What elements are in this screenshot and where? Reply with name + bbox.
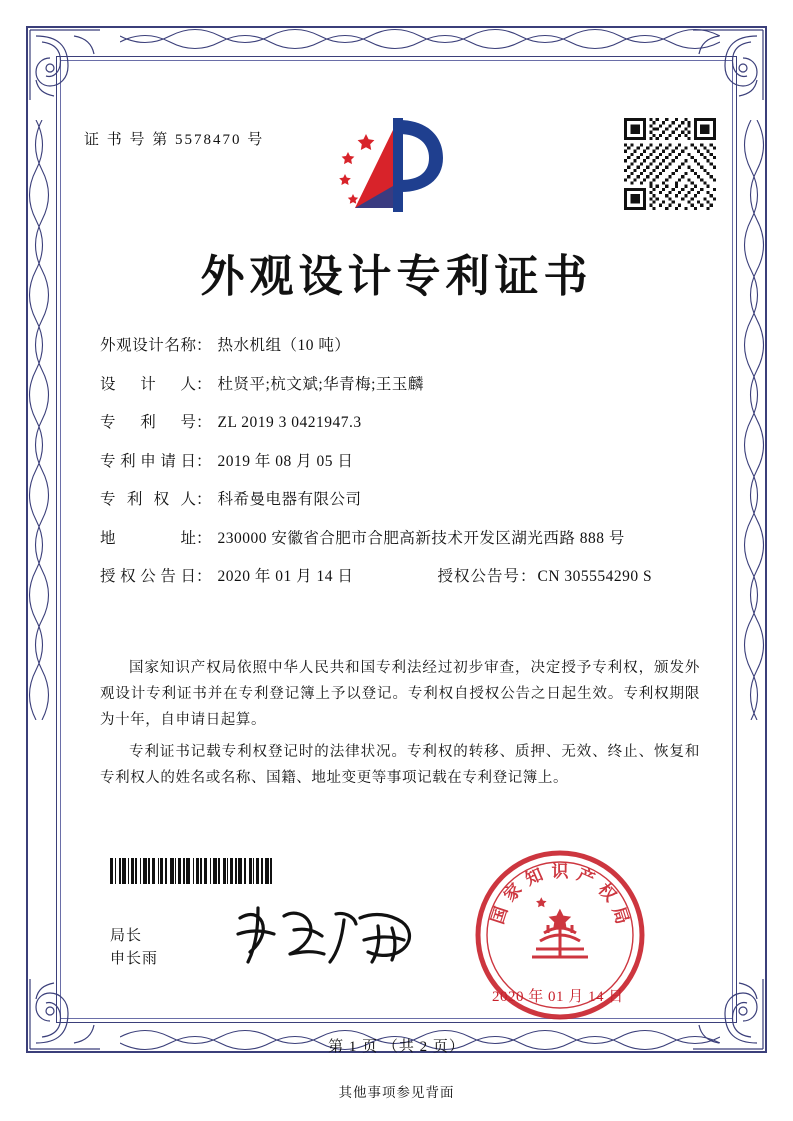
field-grant-date-value: 2020 年 01 月 14 日 [217,568,354,585]
svg-text:识: 识 [551,862,569,882]
signature-labels [110,925,158,971]
signature-name: 申长雨 [110,951,159,967]
field-patentee [100,492,703,508]
field-patentee-label: 专 利 权 人 [100,491,196,508]
field-address [100,531,703,547]
field-design-name-colon: ： [196,337,212,354]
field-list [100,338,703,608]
svg-text:局: 局 [607,904,633,927]
handwritten-signature [232,900,422,976]
cnipa-logo [331,112,461,224]
field-designers [100,377,703,393]
field-application-date-label: 专 利 申 请 日 [100,452,196,470]
field-grant-date-colon: ： [196,568,212,585]
certificate-number: 证 书 号 第 5578470 号 [84,132,265,148]
field-address-value: 230000 安徽省合肥市合肥高新技术开发区湖光西路 888 号 [217,529,625,547]
svg-text:国: 国 [487,904,513,927]
corner-ornament-top-left [28,28,102,102]
body-paragraph-2: 专利证书记载专利权登记时的法律状况。专利权的转移、质押、无效、终止、恢复和专利权人的姓名或名称、国籍、地址变更等事项记载在专利登记簿上。 [100,744,700,786]
field-patentee-colon: ： [196,491,212,508]
field-patent-number-value: ZL 2019 3 0421947.3 [217,414,362,431]
field-design-name-value: 热水机组（10 吨） [217,337,351,354]
field-application-date-value: 2019 年 08 月 05 日 [217,452,354,470]
field-patent-number-label: 专 利 号 [100,414,196,431]
svg-text:产: 产 [573,864,598,891]
field-application-date [100,454,703,470]
field-patentee-value: 科希曼电器有限公司 [217,491,362,508]
field-application-date-colon: ： [196,452,212,470]
svg-text:知: 知 [522,864,547,891]
field-address-colon: ： [196,529,212,547]
border-ornament-top [120,27,720,57]
field-designers-colon: ： [196,375,212,393]
svg-text:家: 家 [500,879,527,906]
barcode [110,858,300,884]
field-grant-date-label: 授 权 公 告 日 [100,568,196,585]
field-grant-number-label: 授权公告号： [437,568,537,585]
signature-role: 局长 [110,928,143,944]
seal-date: 2020 年 01 月 14 日 [492,989,624,1005]
body-paragraph-1: 国家知识产权局依照中华人民共和国专利法经过初步审查，决定授予专利权，颁发外观设计专利证书并在专利登记簿上予以登记。专利权自授权公告之日起生效。专利权期限为十年，自申请日起算。 [100,660,700,728]
field-patent-number-colon: ： [196,414,212,431]
field-design-name-label: 外 观 设 计 名 称 [100,337,196,354]
border-ornament-left [27,120,57,720]
corner-ornament-top-right [691,28,765,102]
field-designers-label: 设 计 人 [100,375,196,393]
field-address-label: 地 址 [100,529,196,547]
border-ornament-right [736,120,766,720]
field-grant-row [100,569,703,585]
field-designers-value: 杜贤平;杭文斌;华青梅;王玉麟 [217,375,424,393]
svg-text:权: 权 [593,879,620,906]
footer-note: 其他事项参见背面 [338,1085,455,1100]
qr-code [624,118,716,210]
body-text [100,655,700,797]
field-patent-number [100,415,703,431]
page-number: 第 1 页 （共 2 页） [328,1039,465,1055]
field-design-name [100,338,703,354]
page-title: 外观设计专利证书 [200,251,593,302]
field-grant-number-value: CN 305554290 S [537,568,653,585]
